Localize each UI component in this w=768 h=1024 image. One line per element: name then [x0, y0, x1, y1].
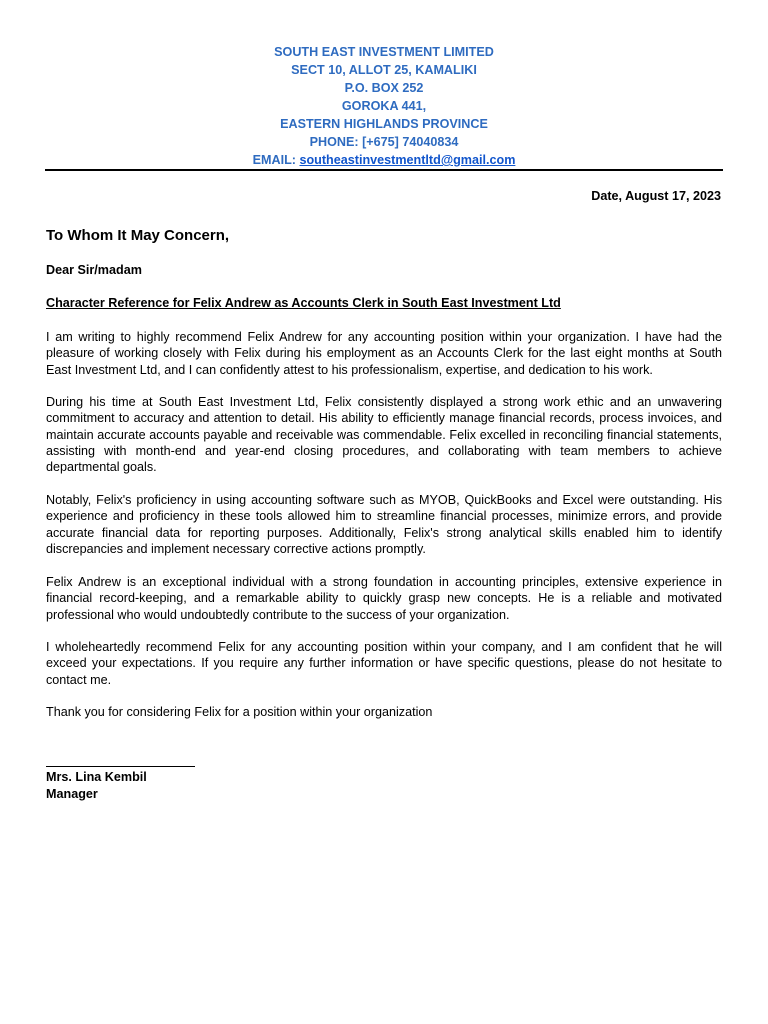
email-label: EMAIL:: [252, 153, 296, 167]
address-line-4: EASTERN HIGHLANDS PROVINCE: [280, 117, 488, 131]
closing-paragraph: Thank you for considering Felix for a position within your organization: [46, 705, 433, 719]
email-link[interactable]: southeastinvestmentltd@gmail.com: [299, 153, 516, 167]
letter-date: Date, August 17, 2023: [591, 189, 721, 203]
paragraph-3: Notably, Felix's proficiency in using accounting software such as MYOB, QuickBooks and Excel were outstanding. His experience and proficiency in these tools allowed him to streamline financial processes, minimize errors, and provide accurate financial data for reporting purposes. Additionally, Felix's strong analytical skills enabled him to identify discrepancies and implement necessary corrective actions promptly.: [46, 493, 722, 556]
letter-heading: To Whom It May Concern,: [46, 227, 230, 244]
paragraph-2: During his time at South East Investment Ltd, Felix consistently displayed a strong work ethic and an unwavering commitment to accuracy and attention to detail. His ability to efficiently manage financial records, process invoices, and maintain accurate accounts payable and receivable was commendable. Felix excelled in reconciling financial statements, assisting with month-end and year-end closing procedures, and collaborating with team members to achieve departmental goals.: [46, 395, 722, 475]
signatory-name: Mrs. Lina Kembil: [46, 770, 147, 784]
phone-line: PHONE: [+675] 74040834: [309, 135, 459, 149]
signature-line: [46, 766, 195, 767]
address-line-1: SECT 10, ALLOT 25, KAMALIKI: [291, 63, 477, 77]
subject-line: Character Reference for Felix Andrew as Accounts Clerk in South East Investment Ltd: [46, 296, 561, 310]
paragraph-4: Felix Andrew is an exceptional individual with a strong foundation in accounting principles, extensive experience in financial record-keeping, and a remarkable ability to quickly grasp new concepts. He is a reliable and motivated professional who would undoubtedly contribute to the success of your organization.: [46, 575, 722, 622]
company-name: SOUTH EAST INVESTMENT LIMITED: [274, 45, 494, 59]
paragraph-1: I am writing to highly recommend Felix Andrew for any accounting position within your organization. I have had the pleasure of working closely with Felix during his employment as an Accounts Clerk for the last eight months at South East Investment Ltd, and I can confidently attest to his professionalism, expertise, and dedication to his work.: [46, 330, 722, 377]
header-divider: [45, 169, 723, 171]
paragraph-5: I wholeheartedly recommend Felix for any accounting position within your company, and I am confident that he will exceed your expectations. If you require any further information or have specific questions, please do not hesitate to contact me.: [46, 640, 722, 687]
signature-block: [46, 769, 147, 802]
email-line: [45, 151, 723, 169]
signatory-title: Manager: [46, 786, 98, 801]
letterhead: [45, 43, 723, 169]
address-line-3: GOROKA 441,: [341, 99, 427, 113]
salutation: Dear Sir/madam: [46, 263, 142, 277]
address-line-2: P.O. BOX 252: [344, 81, 424, 95]
